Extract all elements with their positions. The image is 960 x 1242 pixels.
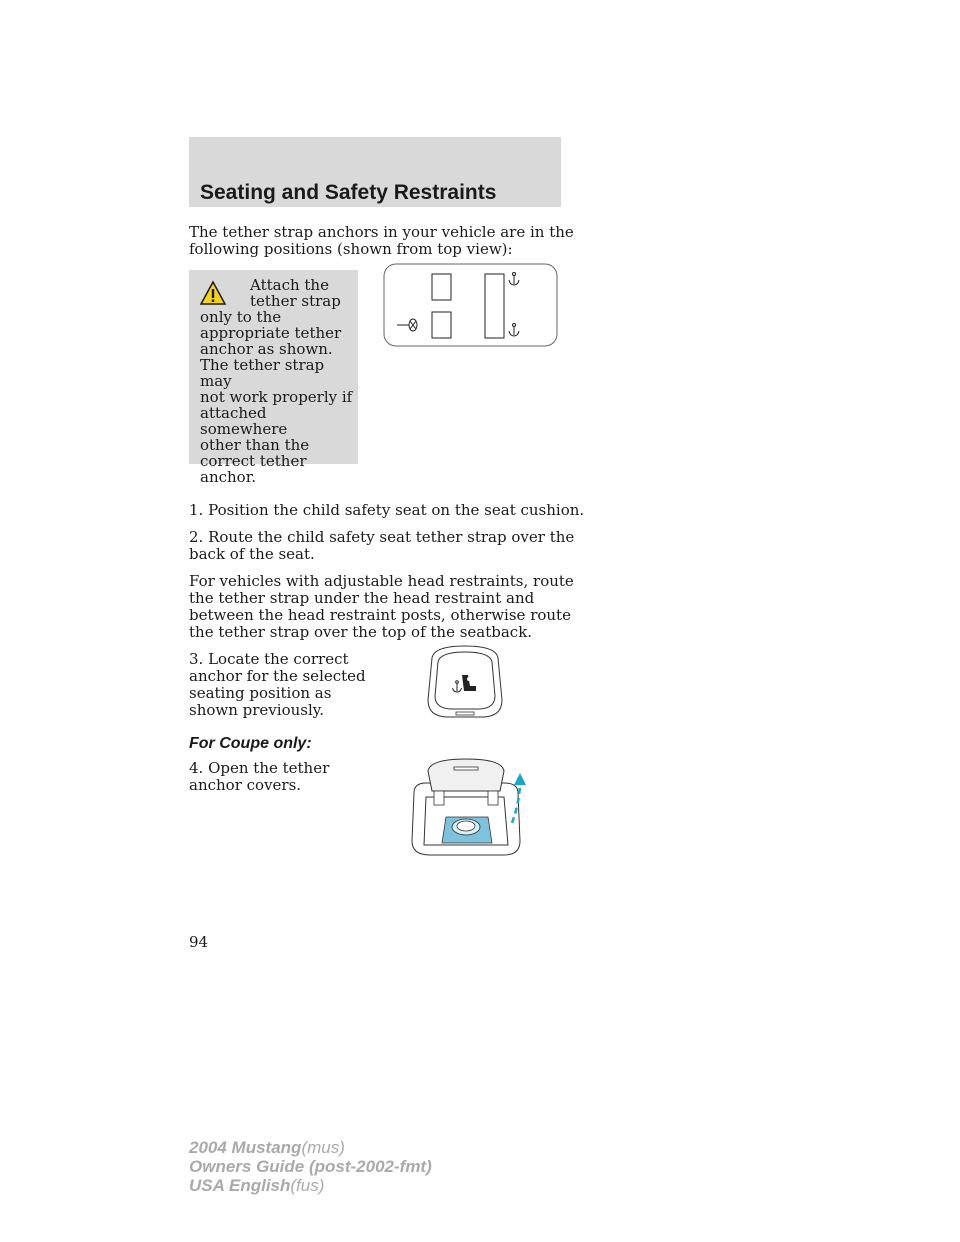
warning-line: appropriate tether (200, 324, 342, 342)
front-seat-left (432, 274, 451, 300)
paragraph-line-3: between the head restraint posts, otherwise route (189, 606, 571, 624)
warning-box (189, 270, 358, 486)
step-3-line-3: seating position as (189, 684, 332, 702)
step-4-line-2: anchor covers. (189, 776, 302, 794)
footer-model: 2004 Mustang (189, 1138, 302, 1157)
coupe-heading: For Coupe only: (189, 735, 312, 752)
tether-anchor-cover-illustration (424, 644, 506, 720)
footer-guide: Owners Guide (post-2002-fmt) (189, 1157, 432, 1176)
paragraph-line-2: the tether strap under the head restraint and (189, 589, 535, 607)
warning-line: tether strap (250, 292, 341, 310)
paragraph-line-1: For vehicles with adjustable head restraints, route (189, 572, 574, 590)
warning-line: other than the (200, 436, 310, 454)
intro-line-1: The tether strap anchors in your vehicle are in the (189, 223, 574, 241)
step-3-line-4: shown previously. (189, 701, 325, 719)
warning-line: attached somewhere (200, 404, 288, 438)
footer-lang: USA English (189, 1176, 291, 1195)
warning-line: only to the (200, 308, 282, 326)
front-seat-right (432, 312, 451, 338)
step-3-line-1: 3. Locate the correct (189, 650, 349, 668)
anchor-position-diagram (383, 263, 558, 347)
step-4-line-1: 4. Open the tether (189, 759, 330, 777)
footer (189, 1138, 432, 1195)
step-2-line-2: back of the seat. (189, 545, 315, 563)
warning-line: The tether strap may (200, 356, 325, 390)
warning-text (200, 277, 358, 485)
footer-lang-code: (fus) (290, 1176, 325, 1195)
intro-line-2: following positions (shown from top view): (189, 240, 513, 258)
step-1: 1. Position the child safety seat on the seat cushion. (189, 501, 585, 519)
step-2-line-1: 2. Route the child safety seat tether strap over the (189, 528, 575, 546)
warning-line: Attach the (250, 276, 329, 294)
rear-seat (485, 274, 504, 338)
open-anchor-cover-illustration (408, 757, 526, 857)
warning-line: correct tether (200, 452, 307, 470)
warning-line: not work properly if (200, 388, 353, 406)
paragraph-line-4: the tether strap over the top of the seatback. (189, 623, 533, 641)
warning-line: anchor as shown. (200, 340, 333, 358)
step-3-line-2: anchor for the selected (189, 667, 366, 685)
footer-model-code: (mus) (301, 1138, 345, 1157)
warning-line: anchor. (200, 468, 256, 486)
page-number: 94 (189, 933, 209, 951)
page-title: Seating and Safety Restraints (200, 181, 497, 204)
